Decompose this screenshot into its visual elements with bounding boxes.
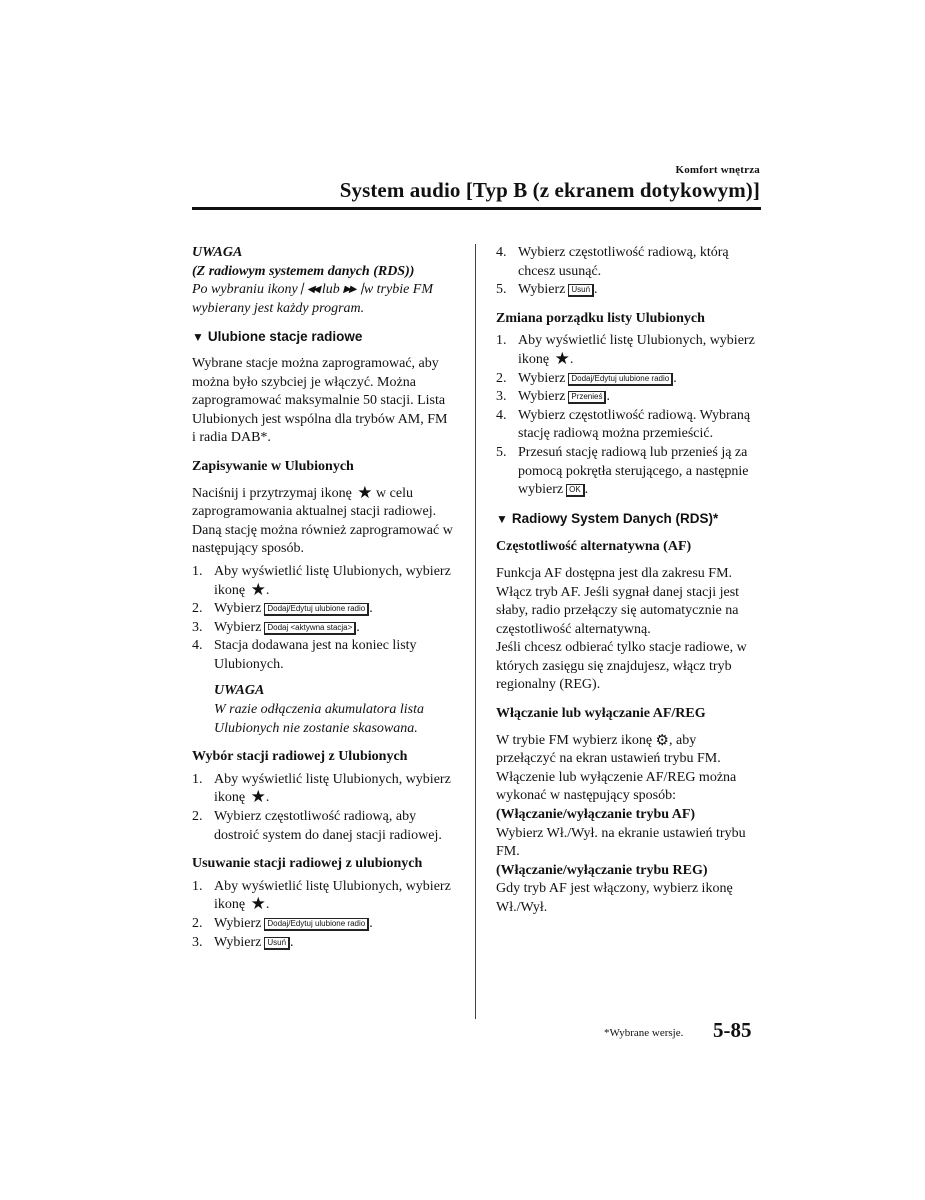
sub-heading: Zmiana porządku listy Ulubionych xyxy=(496,310,705,326)
paragraph: Funkcja AF dostępna jest dla zakresu FM. Włącz tryb AF. Jeśli sygnał danej stacji jest słaby, radio przełączy się automatycznie na częstotliwość alternatywną. xyxy=(496,565,740,637)
delete-button[interactable]: Usuń xyxy=(264,937,290,950)
step-text: Wybierz częstotliwość radiową, aby dostroić system do danej stacji radiowej. xyxy=(214,809,442,843)
triangle-down-icon: ▼ xyxy=(192,330,204,345)
section-heading xyxy=(496,510,758,529)
list-item: 3. Wybierz Usuń . xyxy=(192,934,294,950)
inner-note xyxy=(214,682,454,738)
add-edit-favorites-button[interactable]: Dodaj/Edytuj ulubione radio xyxy=(264,603,369,616)
toggle-text: Wybierz Wł./Wył. na ekranie ustawień trybu FM. xyxy=(496,825,746,860)
step-text: Aby wyświetlić listę Ulubionych, wybierz ikonę xyxy=(214,563,451,598)
footnote: *Wybrane wersje. xyxy=(604,1027,684,1039)
star-icon: ★ xyxy=(250,579,266,599)
list-item: 1. Aby wyświetlić listę Ulubionych, wybierz ikonę ★. xyxy=(192,771,451,807)
step-text: Wybierz xyxy=(518,370,566,386)
steps-list xyxy=(192,771,454,845)
step-text: Wybierz xyxy=(214,601,262,617)
list-item: 2. Wybierz częstotliwość radiową, aby dostroić system do danej stacji radiowej. xyxy=(192,809,442,843)
paragraph: Jeśli chcesz odbierać tylko stacje radiowe, w których zasięgu się znajdujesz, włącz tryb regionalny (REG). xyxy=(496,640,747,693)
sub-heading: Częstotliwość alternatywna (AF) xyxy=(496,539,692,555)
step-text: Aby wyświetlić listę Ulubionych, wybierz ikonę xyxy=(518,333,755,367)
steps-list xyxy=(192,563,454,675)
sub-heading: Wybór stacji radiowej z Ulubionych xyxy=(192,749,408,765)
note-text: W razie odłączenia akumulatora lista Ulubionych nie zostanie skasowana. xyxy=(214,702,424,736)
star-icon: ★ xyxy=(357,482,373,502)
section-heading xyxy=(192,328,454,347)
list-item: 1. Aby wyświetlić listę Ulubionych, wybierz ikonę ★. xyxy=(192,878,451,914)
toggle-heading: (Włączanie/wyłączanie trybu AF) xyxy=(496,807,696,823)
star-icon: ★ xyxy=(250,787,266,807)
seek-back-icon: ▏◀◀ xyxy=(301,284,319,296)
list-item: 2. Wybierz Dodaj/Edytuj ulubione radio . xyxy=(192,601,373,617)
section-heading-text: Radiowy System Danych (RDS)* xyxy=(511,510,719,526)
triangle-down-icon: ▼ xyxy=(496,511,508,526)
note-title: UWAGA xyxy=(214,683,265,699)
add-edit-favorites-button[interactable]: Dodaj/Edytuj ulubione radio xyxy=(264,918,369,931)
paragraph-part: W trybie FM wybierz ikonę xyxy=(496,732,653,748)
steps-list xyxy=(496,332,758,499)
column-divider xyxy=(475,244,476,1019)
paragraph: Wybrane stacje można zaprogramować, aby można było szybciej je włączyć. Można zaprogramować maksymalnie 50 stacji. Lista Ulubionych jest wspólna dla trybów AM, FM i radia DAB*. xyxy=(192,355,448,446)
step-text: Aby wyświetlić listę Ulubionych, wybierz ikonę xyxy=(214,878,451,913)
paragraph-part: , aby przełączyć na ekran ustawień trybu FM. Włączenie lub wyłączenie AF/REG można wykonać w następujący sposób: xyxy=(496,732,737,804)
step-text: Wybierz xyxy=(214,916,262,931)
toggle-text: Gdy tryb AF jest włączony, wybierz ikonę Wł./Wył. xyxy=(496,881,733,915)
list-item: 3. Wybierz Dodaj <aktywna stacja> . xyxy=(192,619,360,635)
note-subtitle: (Z radiowym systemem danych (RDS)) xyxy=(192,263,415,279)
list-item: 4. Wybierz częstotliwość radiową, którą chcesz usunąć. xyxy=(496,245,729,279)
star-icon: ★ xyxy=(554,348,570,368)
step-text: Wybierz częstotliwość radiową. Wybraną stację radiową można przemieścić. xyxy=(518,407,751,442)
paragraph xyxy=(496,732,758,806)
page-title: System audio [Typ B (z ekranem dotykowym)] xyxy=(339,178,760,202)
note-text-part: lub xyxy=(321,282,340,298)
step-text: Stacja dodawana jest na koniec listy Ulubionych. xyxy=(214,638,417,672)
paragraph xyxy=(192,482,454,559)
list-item: 3. Wybierz Przenieś . xyxy=(496,389,610,405)
note-text-part: Po wybraniu ikony xyxy=(192,282,298,298)
list-item: 1. Aby wyświetlić listę Ulubionych, wybierz ikonę ★. xyxy=(496,333,755,368)
step-text: Wybierz xyxy=(518,389,566,405)
paragraph-part: Naciśnij i przytrzymaj ikonę xyxy=(192,485,352,501)
ok-button[interactable]: OK xyxy=(566,484,585,497)
note-text xyxy=(192,281,454,318)
delete-button[interactable]: Usuń xyxy=(568,284,594,297)
list-item: 2. Wybierz Dodaj/Edytuj ulubione radio . xyxy=(192,916,373,931)
toggle-heading: (Włączanie/wyłączanie trybu REG) xyxy=(496,862,708,878)
step-text: Wybierz częstotliwość radiową, którą chcesz usunąć. xyxy=(518,245,729,279)
header-rule xyxy=(192,207,761,210)
step-text: Wybierz xyxy=(518,282,566,298)
right-column xyxy=(496,244,758,918)
section-heading-text: Ulubione stacje radiowe xyxy=(207,329,363,345)
list-item: 5. Przesuń stację radiową lub przenieś ją za pomocą pokrętła sterującego, a następnie wybierz OK . xyxy=(496,444,749,498)
page-number: 5-85 xyxy=(713,1018,752,1042)
note-text-part: wybierany jest każdy program. xyxy=(192,300,365,316)
step-text: Przesuń stację radiową lub przenieś ją za pomocą pokrętła sterującego, a następnie wybierz xyxy=(518,444,749,498)
note-title: UWAGA xyxy=(192,245,243,260)
note-text-part: w trybie FM xyxy=(363,282,434,298)
step-text: Wybierz xyxy=(214,619,262,635)
list-item: 2. Wybierz Dodaj/Edytuj ulubione radio . xyxy=(496,370,677,386)
star-icon: ★ xyxy=(250,894,266,914)
paragraph-part: w celu zaprogramowania aktualnej stacji radiowej. Daną stację można również zaprogramować w następujący sposób. xyxy=(192,485,453,557)
step-text: Wybierz xyxy=(214,934,262,950)
add-active-station-button[interactable]: Dodaj <aktywna stacja> xyxy=(264,622,356,635)
steps-list xyxy=(496,244,758,300)
section-label: Komfort wnętrza xyxy=(675,164,760,176)
steps-list xyxy=(192,878,454,952)
list-item: 5. Wybierz Usuń . xyxy=(496,282,598,298)
step-text: Aby wyświetlić listę Ulubionych, wybierz ikonę xyxy=(214,771,451,806)
add-edit-favorites-button[interactable]: Dodaj/Edytuj ulubione radio xyxy=(568,373,673,386)
move-button[interactable]: Przenieś xyxy=(568,391,606,404)
list-item: 4. Stacja dodawana jest na koniec listy Ulubionych. xyxy=(192,638,417,672)
page-header xyxy=(340,164,760,203)
left-column xyxy=(192,244,454,952)
sub-heading: Zapisywanie w Ulubionych xyxy=(192,458,354,474)
seek-forward-icon: ▶▶▕ xyxy=(343,284,361,296)
gear-icon: ⚙ xyxy=(655,732,669,749)
list-item: 4. Wybierz częstotliwość radiową. Wybraną stację radiową można przemieścić. xyxy=(496,407,751,442)
sub-heading: Usuwanie stacji radiowej z ulubionych xyxy=(192,856,423,872)
sub-heading: Włączanie lub wyłączanie AF/REG xyxy=(496,706,706,722)
list-item: 1. Aby wyświetlić listę Ulubionych, wybierz ikonę ★. xyxy=(192,563,451,599)
